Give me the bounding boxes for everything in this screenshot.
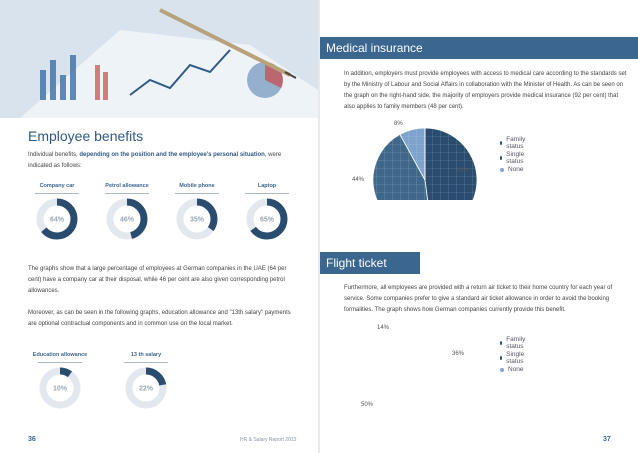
donut-percent-label: 46% [119, 216, 135, 224]
donut-chart [35, 197, 79, 241]
donut-percent-label: 65% [259, 216, 275, 224]
legend-item [500, 336, 527, 350]
report-footer: HR & Salary Report 2013 [240, 437, 297, 443]
employee-benefits-title: Employee benefits [28, 128, 144, 144]
medical-insurance-header: Medical insurance [320, 37, 638, 59]
pie-value-label: 36% [452, 351, 465, 357]
flight-ticket-text: Furthermore, all employees are provided with a return air ticket to their home country for each year of service. Some companies prefer to give a standard air ticket allowance in order to avoid the booking formalities. The graph shows how German companies currently provide this benefit. [344, 285, 613, 313]
donut-label: Company car [39, 183, 75, 189]
legend-item [500, 366, 524, 373]
legend-bullet-icon [500, 368, 504, 372]
legend-label: None [508, 166, 524, 173]
donut-label: Petrol allowance [105, 183, 149, 189]
donut-divider [38, 362, 82, 363]
donut-percent-label: 22% [138, 385, 154, 393]
donut-percent-label: 35% [189, 216, 205, 224]
legend-label: Single status [506, 351, 525, 365]
benefits-paragraph-2: Moreover, as can be seen in the following graphs, education allowance and "13th salary" payments are optional contractual components and in common use on the local market. [28, 310, 291, 327]
donut-divider [105, 193, 149, 194]
pie-value-label: 50% [361, 402, 374, 408]
donut-chart [175, 197, 219, 241]
donut-label: Mobile phone [179, 183, 215, 189]
donut-label: 13 th salary [130, 352, 162, 358]
pie-value-label: 14% [377, 325, 390, 331]
employee-benefits-intro [28, 150, 288, 172]
legend-label: Family status [506, 136, 526, 150]
legend-label: None [508, 366, 524, 373]
flight-ticket-header: Flight ticket [320, 252, 420, 274]
intro-bold: depending on the position and the employee's personal situation [79, 152, 265, 158]
left-page-number: 36 [28, 436, 36, 443]
left-page [0, 0, 318, 453]
donut-divider [175, 193, 219, 194]
benefits-paragraph-1: The graphs show that a large percentage of employees at German companies in the UAE (64 per cent) have a company car at their disposal, while 46 per cent are also given corresponding petrol allowances. [28, 266, 287, 294]
legend-label: Single status [506, 151, 525, 165]
intro-suffix: , were indicated as follows: [28, 152, 282, 169]
intro-prefix: Individual benefits, [28, 152, 80, 158]
donut-divider [35, 193, 79, 194]
header-photo [0, 0, 318, 118]
pie-value-label: 8% [394, 121, 403, 127]
business-charts-illustration [0, 0, 318, 118]
donut-label: Education allowance [32, 352, 88, 358]
pie-chart [320, 0, 638, 200]
donut-divider [245, 193, 289, 194]
pie-value-label: 44% [352, 177, 365, 183]
donut-chart [105, 197, 149, 241]
legend-item [500, 351, 526, 365]
medical-insurance-text: In addition, employers must provide employees with access to medical care according to the standards set by the Ministry of Labour and Social Affairs in collaboration with the Minister of Health. As can be seen on the graph on the right-hand side, the majority of employers provide medical insurance (92 per cent) that also applies to family members (48 per cent). [344, 71, 627, 110]
legend-bullet-icon [500, 341, 502, 345]
right-page-number: 37 [603, 436, 611, 443]
donut-label: Laptop [257, 183, 277, 189]
right-page [320, 0, 638, 453]
donut-chart [38, 366, 82, 410]
donut-divider [124, 362, 168, 363]
donut-chart [245, 197, 289, 241]
pie-value-label: 48% [456, 168, 469, 174]
legend-bullet-icon [500, 356, 502, 360]
legend-label: Family status [506, 336, 526, 350]
donut-percent-label: 10% [52, 385, 68, 393]
donut-chart [124, 366, 168, 410]
donut-percent-label: 64% [49, 216, 65, 224]
